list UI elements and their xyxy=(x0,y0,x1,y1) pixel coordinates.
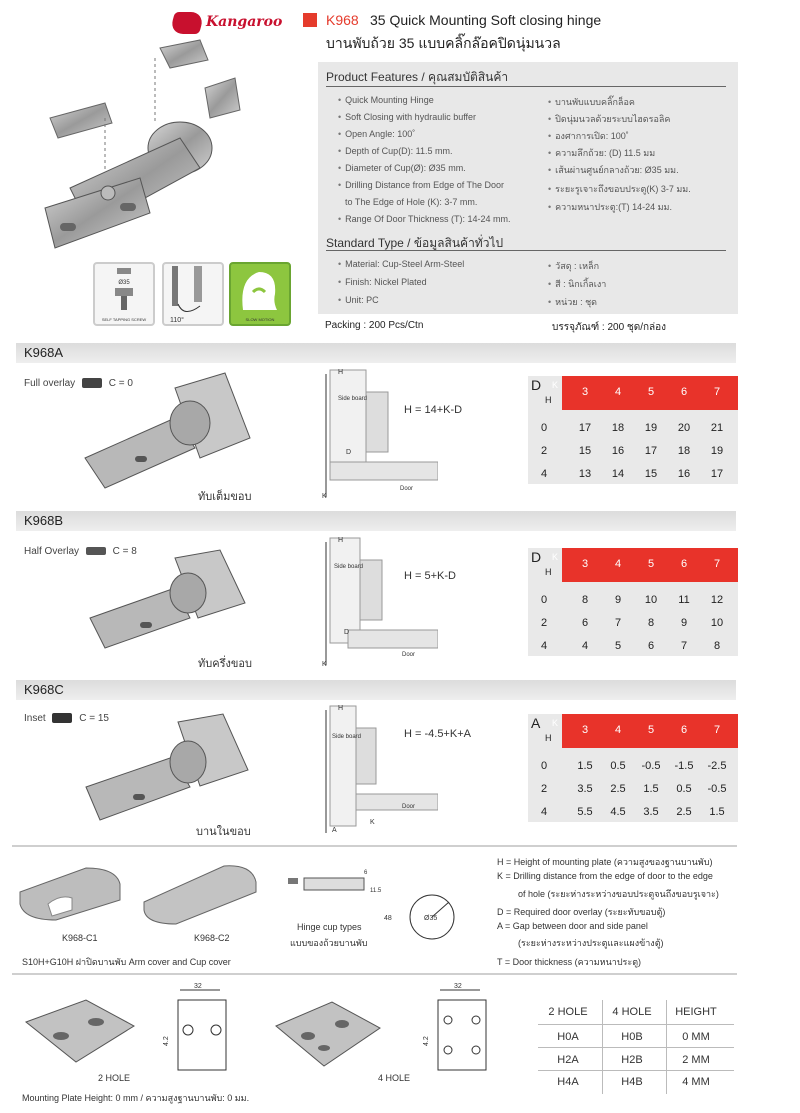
slow-motion-icon: SLOW MOTION xyxy=(229,262,291,326)
feature-item: to The Edge of Hole (K): 3-7 mm. xyxy=(345,197,478,207)
corner-k: K xyxy=(552,552,559,562)
corner-k: K xyxy=(552,380,559,390)
product-code: K968 xyxy=(326,12,359,28)
k-value-header: 7 xyxy=(713,558,721,570)
table-cell: H2B xyxy=(621,1054,643,1066)
table-header: HEIGHT xyxy=(675,1006,717,1018)
feature-item-th: • บานพับแบบคลิ๊กล็อค xyxy=(548,95,635,109)
table-cell: 2 MM xyxy=(682,1054,710,1066)
table-cell: 9 xyxy=(680,617,688,629)
legend-k: K = Drilling distance from the edge of door to the edge xyxy=(497,871,713,881)
feature-item: • Quick Mounting Hinge xyxy=(338,95,434,105)
table-cell: 17 xyxy=(644,445,658,457)
self-tapping-screw-icon: Ø35 SELF TAPPING SCREW xyxy=(93,262,155,326)
divider xyxy=(326,86,726,87)
table-header: 4 HOLE xyxy=(612,1006,652,1018)
overlay-caption-th: บานในขอบ xyxy=(196,826,251,838)
svg-text:H: H xyxy=(338,537,344,544)
legend-h: H = Height of mounting plate (ความสูงของฐานบานพับ) xyxy=(497,857,713,867)
feature-item-th: • ปิดนุ่มนวลด้วยระบบไฮดรอลิค xyxy=(548,112,670,126)
section-bar-k968c: K968C xyxy=(16,680,736,700)
svg-text:K: K xyxy=(322,493,327,500)
feature-item: • Range Of Door Thickness (T): 14-24 mm. xyxy=(338,214,511,224)
k-value-header: 4 xyxy=(614,558,622,570)
table-cell: 4.5 xyxy=(610,806,626,818)
svg-text:Door: Door xyxy=(402,652,416,658)
corner-letter: D xyxy=(531,549,542,565)
cup-types-en: Hinge cup types xyxy=(297,922,362,932)
k-value-header: 3 xyxy=(581,558,589,570)
section-bar-k968b: K968B xyxy=(16,511,736,531)
brand-name: Kangaroo xyxy=(206,14,283,30)
svg-text:Ø35: Ø35 xyxy=(424,915,438,922)
k-value-header: 3 xyxy=(581,386,589,398)
legend-a-cont: (ระยะห่างระหว่างประตูและแผงข้างตู้) xyxy=(518,938,664,948)
dim-table-k968b xyxy=(528,548,738,656)
k-value-header: 5 xyxy=(647,558,655,570)
svg-text:48: 48 xyxy=(384,915,392,922)
h-value-row-header: 2 xyxy=(540,445,548,457)
dim-table-k968c xyxy=(528,714,738,822)
svg-text:H: H xyxy=(338,705,344,712)
table-header: 2 HOLE xyxy=(548,1006,588,1018)
svg-text:D: D xyxy=(344,629,350,636)
cup-types-th: แบบของถ้วยบานพับ xyxy=(290,938,368,948)
c1-label: K968-C1 xyxy=(62,933,98,943)
mounting-plate-2hole-drawing xyxy=(150,980,260,1080)
table-cell: 8 xyxy=(581,594,589,606)
svg-text:110°: 110° xyxy=(170,317,184,324)
hinge-product-image xyxy=(30,38,270,258)
table-cell: 7 xyxy=(680,640,688,652)
k-value-header: 6 xyxy=(680,724,688,736)
table-cell: 10 xyxy=(644,594,658,606)
table-cell: 4 xyxy=(581,640,589,652)
product-title-en: 35 Quick Mounting Soft closing hinge xyxy=(370,12,602,28)
corner-k: K xyxy=(552,718,559,728)
code-marker xyxy=(303,13,317,27)
table-cell: 12 xyxy=(710,594,724,606)
c2-label: K968-C2 xyxy=(194,933,230,943)
table-cell: 0 MM xyxy=(682,1031,710,1043)
k-value-header: 4 xyxy=(614,724,622,736)
k-value-header: 3 xyxy=(581,724,589,736)
table-cell: 1.5 xyxy=(709,806,725,818)
svg-text:K: K xyxy=(322,661,327,668)
k968a-diagram xyxy=(318,362,438,504)
k-value-header: 7 xyxy=(713,724,721,736)
h-value-row-header: 2 xyxy=(540,617,548,629)
table-cell: 11 xyxy=(678,594,690,606)
overlay-type: Full overlay C = 0 xyxy=(24,378,133,389)
feature-item-th: • องศาการเปิด: 100˚ xyxy=(548,129,629,143)
table-cell: 2.5 xyxy=(610,783,626,795)
table-cell: 2.5 xyxy=(676,806,692,818)
overlay-caption-th: ทับเต็มขอบ xyxy=(198,491,252,503)
corner-h: H xyxy=(545,733,552,743)
table-cell: 5 xyxy=(614,640,622,652)
feature-item: • Depth of Cup(D): 11.5 mm. xyxy=(338,146,453,156)
legend-d: D = Required door overlay (ระยะทับขอบตู้) xyxy=(497,907,666,917)
k-value-header: 6 xyxy=(680,558,688,570)
h-value-row-header: 0 xyxy=(540,594,548,606)
table-cell: 6 xyxy=(581,617,589,629)
k-value-header: 6 xyxy=(680,386,688,398)
table-cell: 16 xyxy=(677,468,691,480)
feature-item: • Soft Closing with hydraulic buffer xyxy=(338,112,476,122)
standard-item: • Material: Cup-Steel Arm-Steel xyxy=(338,259,464,269)
features-title: Product Features / คุณสมบัติสินค้า xyxy=(326,70,509,84)
formula-k968c: H = -4.5+K+A xyxy=(404,728,471,740)
feature-item-th: • เส้นผ่านศูนย์กลางถ้วย: Ø35 มม. xyxy=(548,163,679,177)
inset-icon xyxy=(52,713,72,723)
k968b-diagram xyxy=(318,530,438,672)
table-cell: -0.5 xyxy=(641,760,661,772)
svg-text:11.5: 11.5 xyxy=(370,888,382,894)
table-cell: -2.5 xyxy=(707,760,727,772)
svg-text:32: 32 xyxy=(454,983,462,990)
table-cell: 8 xyxy=(647,617,655,629)
feature-item-th: • ระยะรูเจาะถึงขอบประตู(K) 3-7 มม. xyxy=(548,182,691,196)
product-title-th: บานพับถ้วย 35 แบบคลิ๊กล๊อคปิดนุ่มนวล xyxy=(326,35,561,51)
legend-t: T = Door thickness (ความหนาประตู) xyxy=(497,957,642,967)
svg-text:4.2: 4.2 xyxy=(423,1036,430,1046)
table-cell: 0.5 xyxy=(676,783,692,795)
corner-h: H xyxy=(545,395,552,405)
svg-text:32: 32 xyxy=(194,983,202,990)
table-cell: 21 xyxy=(710,422,724,434)
packing-th: บรรจุภัณฑ์ : 200 ชุด/กล่อง xyxy=(552,322,667,333)
divider xyxy=(326,250,726,251)
table-cell: 4 MM xyxy=(682,1076,710,1088)
svg-text:Side board: Side board xyxy=(338,396,368,402)
k-value-header: 4 xyxy=(614,386,622,398)
overlay-type: Half Overlay C = 8 xyxy=(24,546,137,557)
feature-item: • Drilling Distance from Edge of The Door xyxy=(338,180,504,190)
table-cell: 13 xyxy=(578,468,592,480)
overlay-type: Inset C = 15 xyxy=(24,713,109,724)
table-cell: 18 xyxy=(611,422,625,434)
svg-text:H: H xyxy=(338,369,344,376)
k-value-header: 7 xyxy=(713,386,721,398)
arm-cover-c1-image xyxy=(16,862,126,924)
kangaroo-icon xyxy=(169,12,205,34)
table-cell: 1.5 xyxy=(577,760,593,772)
formula-k968b: H = 5+K-D xyxy=(404,570,456,582)
standard-item-th: • สี : นิกเกิ้ลเงา xyxy=(548,277,606,291)
features-panel xyxy=(318,62,738,314)
opening-angle-icon xyxy=(162,262,224,326)
standard-item-th: • วัสดุ : เหล็ก xyxy=(548,259,599,273)
feature-item-th: • ความลึกถ้วย: (D) 11.5 มม xyxy=(548,146,655,160)
mounting-plate-4hole-image xyxy=(268,996,388,1074)
table-cell: 3.5 xyxy=(643,806,659,818)
covers-caption: S10H+G10H ฝาปิดบานพับ Arm cover and Cup cover xyxy=(22,957,231,967)
table-cell: 8 xyxy=(713,640,721,652)
overlay-caption-th: ทับครึ่งขอบ xyxy=(198,658,252,670)
table-cell: 17 xyxy=(710,468,724,480)
table-cell: 18 xyxy=(677,445,691,457)
table-cell: 19 xyxy=(644,422,658,434)
standard-item: • Finish: Nickel Plated xyxy=(338,277,427,287)
table-cell: 15 xyxy=(644,468,658,480)
section-divider xyxy=(12,973,737,975)
hinge-image-k968c xyxy=(78,712,253,827)
h-value-row-header: 0 xyxy=(540,760,548,772)
svg-text:Door: Door xyxy=(402,804,416,810)
table-cell: H4B xyxy=(621,1076,643,1088)
cup-cover-c2-image xyxy=(140,858,260,928)
section-divider xyxy=(12,845,737,847)
mounting-plate-2hole-image xyxy=(16,992,146,1072)
svg-text:Ø35: Ø35 xyxy=(118,280,130,286)
feature-item: • Diameter of Cup(Ø): Ø35 mm. xyxy=(338,163,466,173)
corner-letter: D xyxy=(531,377,542,393)
h-value-row-header: 4 xyxy=(540,806,548,818)
table-cell: H2A xyxy=(557,1054,579,1066)
table-cell: -1.5 xyxy=(674,760,694,772)
hinge-image-k968a xyxy=(75,368,255,498)
table-cell: 7 xyxy=(614,617,622,629)
packing-en: Packing : 200 Pcs/Ctn xyxy=(325,320,424,331)
table-cell: 6 xyxy=(647,640,655,652)
formula-k968a: H = 14+K-D xyxy=(404,404,463,416)
table-cell: 10 xyxy=(710,617,724,629)
svg-text:K: K xyxy=(370,819,375,826)
svg-text:D: D xyxy=(346,449,352,456)
table-cell: H0A xyxy=(557,1031,579,1043)
table-cell: 14 xyxy=(611,468,625,480)
svg-text:4.2: 4.2 xyxy=(163,1036,170,1046)
feature-item: • Open Angle: 100˚ xyxy=(338,129,415,139)
k-value-header: 5 xyxy=(647,724,655,736)
h-value-row-header: 4 xyxy=(540,468,548,480)
svg-text:Side board: Side board xyxy=(334,564,364,570)
table-cell: 5.5 xyxy=(577,806,593,818)
standard-title: Standard Type / ข้อมูลสินค้าทั่วไป xyxy=(326,236,504,250)
dim-table-k968a xyxy=(528,376,738,484)
svg-text:A: A xyxy=(332,827,337,834)
table-cell: H4A xyxy=(557,1076,579,1088)
standard-item-th: • หน่วย : ชุด xyxy=(548,295,597,309)
table-cell: 16 xyxy=(611,445,625,457)
four-hole-label: 4 HOLE xyxy=(378,1073,411,1083)
h-value-row-header: 4 xyxy=(540,640,548,652)
h-value-row-header: 0 xyxy=(540,422,548,434)
table-cell: 3.5 xyxy=(577,783,593,795)
h-value-row-header: 2 xyxy=(540,783,548,795)
table-cell: 1.5 xyxy=(643,783,659,795)
mounting-plate-4hole-drawing xyxy=(410,980,510,1080)
svg-text:Side board: Side board xyxy=(332,734,362,740)
standard-item: • Unit: PC xyxy=(338,295,379,305)
table-cell: 9 xyxy=(614,594,622,606)
mounting-caption: Mounting Plate Height: 0 mm / ความสูงฐานบานพับ: 0 มม. xyxy=(22,1093,250,1103)
svg-text:6: 6 xyxy=(364,870,368,876)
two-hole-label: 2 HOLE xyxy=(98,1073,131,1083)
k968c-diagram xyxy=(318,698,438,840)
k-value-header: 5 xyxy=(647,386,655,398)
table-cell: -0.5 xyxy=(707,783,727,795)
table-cell: 19 xyxy=(710,445,724,457)
table-cell: 0.5 xyxy=(610,760,626,772)
table-cell: 20 xyxy=(677,422,691,434)
corner-h: H xyxy=(545,567,552,577)
svg-text:Door: Door xyxy=(400,486,414,492)
table-cell: 17 xyxy=(578,422,592,434)
brand-logo xyxy=(172,10,292,36)
legend-a: A = Gap between door and side panel xyxy=(497,921,648,931)
corner-letter: A xyxy=(531,715,541,731)
hinge-image-k968b xyxy=(80,548,250,658)
table-cell: H0B xyxy=(621,1031,643,1043)
feature-item-th: • ความหนาประตู:(T) 14-24 มม. xyxy=(548,200,672,214)
section-bar-k968a: K968A xyxy=(16,343,736,363)
table-cell: 15 xyxy=(578,445,592,457)
legend-k-cont: of hole (ระยะห่างระหว่างขอบประตูจนถึงขอบรูเจาะ) xyxy=(518,889,719,899)
